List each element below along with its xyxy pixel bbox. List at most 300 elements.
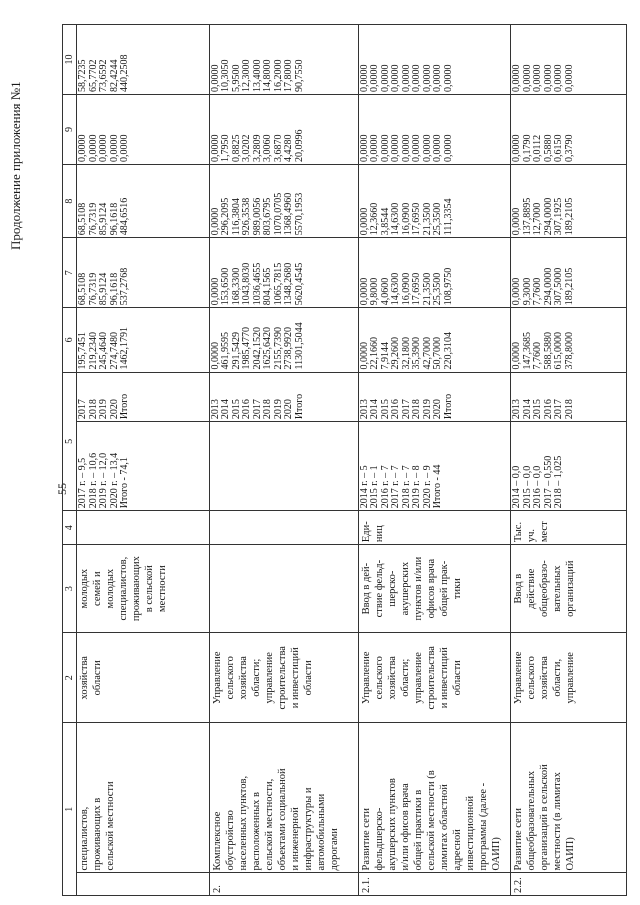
regional-funding-line: 989,0056 xyxy=(251,197,263,236)
unit-line: уч. xyxy=(526,528,538,543)
federal-funding-line: 153,6500 xyxy=(220,267,232,306)
unit xyxy=(511,511,627,545)
federal-funding xyxy=(77,238,210,308)
regional-funding-line: 96,1618 xyxy=(108,202,120,236)
indicator-line: шерско- xyxy=(386,570,398,607)
local-funding-line: 3,6870 xyxy=(272,134,284,162)
years xyxy=(358,372,511,422)
executor-line: управление xyxy=(263,652,275,704)
target-values-line: 2018 г. – 10,6 xyxy=(87,452,99,509)
executor-line: области; xyxy=(399,658,411,697)
other-funding-line: 58,7235 xyxy=(77,59,89,93)
other-funding-line: 0,0000 xyxy=(400,64,412,93)
years-line: 2014 xyxy=(521,399,533,420)
measure-name-line: адресной xyxy=(451,829,463,871)
regional-funding-line: 484,6516 xyxy=(119,197,131,236)
local-funding-line: 3,2809 xyxy=(251,134,263,162)
federal-funding-line: 25,3500 xyxy=(432,272,444,306)
federal-funding-line: 1043,8030 xyxy=(241,262,253,306)
other-funding-line: 14,8000 xyxy=(262,59,274,93)
total-funding-line: 615,0000 xyxy=(553,332,565,370)
table-row xyxy=(77,25,210,896)
other-funding-line: 10,3050 xyxy=(220,59,232,93)
table-row xyxy=(209,25,358,896)
row-number: 2.1. xyxy=(358,873,511,896)
regional-funding-line: 0,0000 xyxy=(358,207,370,236)
row-number: 2. xyxy=(209,873,358,896)
col-header: 4 xyxy=(63,511,77,545)
total-funding-line: 7,7600 xyxy=(532,342,544,370)
col-header: 7 xyxy=(63,238,77,308)
federal-funding xyxy=(511,238,627,308)
regional-funding xyxy=(77,164,210,237)
federal-funding-line: 804,1565 xyxy=(262,267,274,306)
regional-funding-line: 76,7319 xyxy=(87,202,99,236)
col-header: 10 xyxy=(63,25,77,95)
other-funding-line: 73,6592 xyxy=(98,59,110,93)
target-values-line: 2020 г. – 9 xyxy=(421,465,433,509)
local-funding xyxy=(358,95,511,165)
measure-name xyxy=(209,723,358,873)
years-line: 2013 xyxy=(358,399,370,420)
other-funding-line: 440,2508 xyxy=(119,54,131,93)
federal-funding-line: 17,6950 xyxy=(411,272,423,306)
years xyxy=(511,372,627,422)
row-number: 2.2. xyxy=(511,873,627,896)
total-funding xyxy=(209,308,358,372)
indicator xyxy=(358,545,511,633)
measure-name-line: проживающих в xyxy=(92,797,104,871)
local-funding-line: 0,0000 xyxy=(400,134,412,162)
years-line: 2015 xyxy=(532,399,544,420)
col-header: 5 xyxy=(63,372,77,511)
years-line: 2018 xyxy=(262,399,274,420)
measure-name-line: и/или офисов врача xyxy=(399,783,411,871)
local-funding xyxy=(77,95,210,165)
row-number xyxy=(77,873,210,896)
total-funding-line: 42,7000 xyxy=(421,337,433,370)
unit-line: Еди- xyxy=(360,521,372,543)
executor-line: области xyxy=(92,660,104,696)
years-line: 2019 xyxy=(98,399,110,420)
other-funding-line: 0,0000 xyxy=(563,64,575,93)
other-funding-line: 0,0000 xyxy=(358,64,370,93)
federal-funding-line: 21,3500 xyxy=(421,272,433,306)
table-row xyxy=(358,25,511,896)
local-funding-line: 0,0000 xyxy=(390,134,402,162)
executor-line: хозяйства xyxy=(79,656,91,700)
local-funding-line: 0,0000 xyxy=(442,134,454,162)
regional-funding-line: 0,0000 xyxy=(511,207,523,236)
years-line: 2016 xyxy=(241,399,253,420)
local-funding-line: 3,0060 xyxy=(262,134,274,162)
col-header: 6 xyxy=(63,308,77,372)
executor-line: Управление xyxy=(211,651,223,705)
local-funding-line: 0,0000 xyxy=(432,134,444,162)
regional-funding-line: 1368,4960 xyxy=(283,192,295,236)
measure-name-line: Комплексное xyxy=(211,811,223,871)
regional-funding-line: 68,5108 xyxy=(77,202,89,236)
other-funding-line: 65,7702 xyxy=(87,59,99,93)
executor-line: области; xyxy=(250,658,262,697)
indicator-line: молодых xyxy=(105,568,117,609)
target-values-line: 2015 г. – 1 xyxy=(369,465,381,509)
indicator-line: общей прак- xyxy=(438,560,450,617)
measure-name-line: и инженерной xyxy=(289,807,301,871)
federal-funding-line: 9,3000 xyxy=(521,277,533,306)
federal-funding xyxy=(209,238,358,308)
federal-funding-line: 4,0600 xyxy=(379,277,391,306)
measure-name-line: фельдшерско- xyxy=(373,807,385,871)
total-funding-line: 50,7000 xyxy=(432,337,444,370)
executor-line: сельского xyxy=(526,656,538,700)
measure-name-line: расположенных в xyxy=(250,792,262,871)
other-funding-line: 0,0000 xyxy=(442,64,454,93)
years-line: 2016 xyxy=(390,399,402,420)
measure-name-line: сельской местности, xyxy=(263,778,275,871)
other-funding-line: 17,8000 xyxy=(283,59,295,93)
other-funding xyxy=(358,25,511,95)
executor-line: строительства xyxy=(276,646,288,710)
total-funding-line: 147,3685 xyxy=(521,332,533,370)
measure-name-line: общей практики в xyxy=(412,789,424,871)
regional-funding-line: 12,7000 xyxy=(532,202,544,236)
measure-name-line: программы (далее - xyxy=(477,782,489,871)
measure-name xyxy=(358,723,511,873)
regional-funding xyxy=(511,164,627,237)
federal-funding-line: 16,0900 xyxy=(400,272,412,306)
federal-funding-line: 96,1618 xyxy=(108,272,120,306)
indicator-line: семей и xyxy=(92,571,104,606)
page-number: 55 xyxy=(55,483,69,495)
measure-name xyxy=(511,723,627,873)
total-funding-line: 2155,7390 xyxy=(272,327,284,370)
unit-line: ниц xyxy=(373,525,385,543)
col-header: 3 xyxy=(63,545,77,633)
measure-name-line: акушерских пунктов xyxy=(386,778,398,871)
regional-funding-line: 1070,0705 xyxy=(272,192,284,236)
executor-line: и инвестиций xyxy=(289,647,301,709)
target-values-line: 2017 – 0,550 xyxy=(542,455,554,509)
local-funding-line: 0,8825 xyxy=(230,134,242,162)
other-funding xyxy=(209,25,358,95)
years-line: 2017 xyxy=(400,399,412,420)
target-values-line: 2019 г. – 12,0 xyxy=(98,452,110,509)
col-header: 1 xyxy=(63,723,77,896)
regional-funding-line: 296,2095 xyxy=(220,197,232,236)
indicator xyxy=(209,545,358,633)
total-funding-line: 29,2600 xyxy=(390,337,402,370)
regional-funding-line: 0,0000 xyxy=(209,207,221,236)
federal-funding-line: 1065,7815 xyxy=(272,262,284,306)
federal-funding-line: 7,7600 xyxy=(532,277,544,306)
col-header: 8 xyxy=(63,164,77,237)
years-line: 2016 xyxy=(542,399,554,420)
regional-funding-line: 111,3354 xyxy=(442,198,454,236)
regional-funding-line: 12,3660 xyxy=(369,202,381,236)
target-values-line: 2019 г. – 8 xyxy=(411,465,423,509)
col-header: 2 xyxy=(63,633,77,723)
executor-line: хозяйства xyxy=(386,656,398,700)
indicator-line: в сельской xyxy=(144,565,156,613)
measure-name-line: объектами социальной xyxy=(276,768,288,871)
other-funding-line: 16,2000 xyxy=(272,59,284,93)
local-funding-line: 0,3790 xyxy=(563,134,575,162)
local-funding-line: 0,0000 xyxy=(108,134,120,162)
executor-line: сельского xyxy=(373,656,385,700)
target-values-line: 2016 – 0,0 xyxy=(532,465,544,509)
local-funding-line: 0,0000 xyxy=(379,134,391,162)
indicator xyxy=(511,545,627,633)
total-funding-line: 220,3104 xyxy=(442,332,454,370)
col-header: 9 xyxy=(63,95,77,165)
unit xyxy=(358,511,511,545)
regional-funding-line: 5570,1953 xyxy=(293,192,305,236)
total-funding-line: 461,9595 xyxy=(220,332,232,370)
indicator-line: Ввод в xyxy=(513,573,525,604)
total-funding-line: 22,1660 xyxy=(369,337,381,370)
federal-funding-line: 1036,4655 xyxy=(251,262,263,306)
total-funding xyxy=(511,308,627,372)
measure-name-line: организаций в сельской xyxy=(539,764,551,871)
years-line: 2018 xyxy=(87,399,99,420)
indicator-line: специалистов, xyxy=(118,556,130,621)
federal-funding-line: 108,9750 xyxy=(442,267,454,306)
years-line: Итого xyxy=(293,393,305,420)
other-funding-line: 0,0000 xyxy=(432,64,444,93)
total-funding-line: 291,5429 xyxy=(230,332,242,370)
executor xyxy=(511,633,627,723)
other-funding xyxy=(511,25,627,95)
other-funding-line: 82,4244 xyxy=(108,59,120,93)
total-funding-line: 0,0000 xyxy=(511,342,523,370)
unit xyxy=(209,511,358,545)
federal-funding-line: 14,6300 xyxy=(390,272,402,306)
years-line: 2017 xyxy=(77,399,89,420)
federal-funding-line: 168,3300 xyxy=(230,267,242,306)
years xyxy=(209,372,358,422)
table-row xyxy=(511,25,627,896)
executor-line: области, xyxy=(552,658,564,697)
total-funding-line: 195,7451 xyxy=(77,332,89,370)
years-line: 2020 xyxy=(108,399,120,420)
regional-funding-line: 17,6950 xyxy=(411,202,423,236)
local-funding-line: 0,0000 xyxy=(511,134,523,162)
target-values-line: 2020 г. – 13,4 xyxy=(108,452,120,509)
target-values-line: Итого - 74,1 xyxy=(119,457,131,509)
total-funding-line: 378,8000 xyxy=(563,332,575,370)
federal-funding-line: 0,0000 xyxy=(358,277,370,306)
executor-line: строительства xyxy=(425,646,437,710)
executor xyxy=(209,633,358,723)
other-funding xyxy=(77,25,210,95)
measure-name-line: общеобразовательных xyxy=(526,770,538,871)
total-funding-line: 2738,9920 xyxy=(283,327,295,370)
other-funding-line: 0,0000 xyxy=(511,64,523,93)
regional-funding-line: 85,9124 xyxy=(98,202,110,236)
indicator-line: вательных xyxy=(552,565,564,612)
local-funding-line: 0,0000 xyxy=(358,134,370,162)
executor-line: области xyxy=(451,660,463,696)
executor-line: управление xyxy=(412,652,424,704)
regional-funding-line: 294,0000 xyxy=(542,197,554,236)
federal-funding-line: 307,5000 xyxy=(553,267,565,306)
years-line: 2013 xyxy=(511,399,523,420)
years xyxy=(77,372,210,422)
total-funding xyxy=(358,308,511,372)
local-funding-line: 0,0000 xyxy=(369,134,381,162)
executor xyxy=(358,633,511,723)
federal-funding-line: 0,0000 xyxy=(511,277,523,306)
executor-line: хозяйства xyxy=(237,656,249,700)
other-funding-line: 5,9500 xyxy=(230,64,242,93)
total-funding xyxy=(77,308,210,372)
total-funding-line: 2042,1520 xyxy=(251,327,263,370)
total-funding-line: 1625,6420 xyxy=(262,327,274,370)
years-line: 2017 xyxy=(553,399,565,420)
federal-funding-line: 76,7319 xyxy=(87,272,99,306)
local-funding-line: 0,0000 xyxy=(119,134,131,162)
measure-name-line: ОАИП) xyxy=(565,837,577,871)
federal-funding-line: 85,9124 xyxy=(98,272,110,306)
indicator-line: общеобразо- xyxy=(539,560,551,617)
executor-line: управление xyxy=(565,652,577,704)
regional-funding-line: 926,3538 xyxy=(241,197,253,236)
target-values-line: 2018 – 1,025 xyxy=(553,455,565,509)
years-line: 2020 xyxy=(432,399,444,420)
other-funding-line: 0,0000 xyxy=(209,64,221,93)
unit xyxy=(77,511,210,545)
other-funding-line: 0,0000 xyxy=(379,64,391,93)
target-values-line: Итого - 44 xyxy=(432,464,444,509)
indicator-line: местности xyxy=(157,565,169,613)
other-funding-line: 0,0000 xyxy=(411,64,423,93)
executor xyxy=(77,633,210,723)
regional-funding-line: 137,8895 xyxy=(521,197,533,236)
indicator-line: тики xyxy=(451,578,463,600)
years-line: 2015 xyxy=(379,399,391,420)
other-funding-line: 90,7550 xyxy=(293,59,305,93)
regional-funding-line: 16,0900 xyxy=(400,202,412,236)
local-funding-line: 0,0000 xyxy=(209,134,221,162)
total-funding-line: 219,2340 xyxy=(87,332,99,370)
measure-name-line: инфраструктуры и xyxy=(302,787,314,871)
total-funding-line: 588,5880 xyxy=(542,332,554,370)
regional-funding-line: 803,6795 xyxy=(262,197,274,236)
years-line: Итого xyxy=(442,393,454,420)
indicator-line: акушерских xyxy=(399,561,411,616)
measure-name-line: населенных пунктов, xyxy=(237,775,249,871)
regional-funding-line: 3,8544 xyxy=(379,207,391,236)
local-funding-line: 4,4280 xyxy=(283,134,295,162)
target-values xyxy=(511,422,627,511)
years-line: 2014 xyxy=(369,399,381,420)
years-line: 2015 xyxy=(230,399,242,420)
years-line: Итого xyxy=(119,393,131,420)
federal-funding-line: 1348,2680 xyxy=(283,262,295,306)
federal-funding-line: 9,8000 xyxy=(369,277,381,306)
regional-funding xyxy=(358,164,511,237)
years-line: 2019 xyxy=(272,399,284,420)
local-funding-line: 0,0000 xyxy=(411,134,423,162)
measure-name-line: ОАИП) xyxy=(490,837,502,871)
other-funding-line: 0,0000 xyxy=(390,64,402,93)
indicator-line: проживающих xyxy=(131,556,143,622)
years-line: 2017 xyxy=(251,399,263,420)
regional-funding-line: 14,6300 xyxy=(390,202,402,236)
target-values-line: 2014 – 0,0 xyxy=(511,465,523,509)
local-funding xyxy=(209,95,358,165)
target-values-line: 2016 г. – 7 xyxy=(379,465,391,509)
years-line: 2014 xyxy=(220,399,232,420)
total-funding-line: 1985,4770 xyxy=(241,327,253,370)
total-funding-line: 11301,5044 xyxy=(293,322,305,370)
local-funding-line: 0,0000 xyxy=(77,134,89,162)
regional-funding-line: 116,3804 xyxy=(230,198,242,236)
total-funding-line: 245,4640 xyxy=(98,332,110,370)
measure-name-line: Развитие сети xyxy=(513,808,525,871)
other-funding-line: 0,0000 xyxy=(553,64,565,93)
regional-funding-line: 189,2105 xyxy=(563,197,575,236)
years-line: 2013 xyxy=(209,399,221,420)
measure-name-line: автомобильными xyxy=(315,793,327,871)
regional-funding xyxy=(209,164,358,237)
page-title: Продолжение приложения №1 xyxy=(8,81,23,250)
indicator-line: офисов врача xyxy=(425,558,437,619)
measure-name-line: Развитие сети xyxy=(360,808,372,871)
federal-funding-line: 0,0000 xyxy=(209,277,221,306)
total-funding-line: 32,1800 xyxy=(400,337,412,370)
local-funding-line: 0,1790 xyxy=(521,134,533,162)
measure-name-line: сельской местности (в xyxy=(425,770,437,871)
target-values xyxy=(77,422,210,511)
executor-line: Управление xyxy=(360,651,372,705)
target-values-line: 2017 г. – 7 xyxy=(390,465,402,509)
total-funding-line: 0,0000 xyxy=(209,342,221,370)
federal-funding-line: 189,2105 xyxy=(563,267,575,306)
indicator xyxy=(77,545,210,633)
local-funding-line: 20,0996 xyxy=(293,129,305,162)
target-values xyxy=(358,422,511,511)
local-funding-line: 0,0000 xyxy=(421,134,433,162)
local-funding-line: 0,5880 xyxy=(542,134,554,162)
years-line: 2019 xyxy=(421,399,433,420)
total-funding-line: 1462,1791 xyxy=(119,327,131,370)
header-row xyxy=(63,25,77,896)
indicator-line: действие xyxy=(526,568,538,609)
measure-name-line: специалистов, xyxy=(79,806,91,871)
other-funding-line: 0,0000 xyxy=(542,64,554,93)
years-line: 2018 xyxy=(411,399,423,420)
total-funding-line: 7,9144 xyxy=(379,342,391,370)
measure-name-line: местности (в лимитах xyxy=(552,772,564,871)
target-values-line: 2014 г. – 5 xyxy=(358,465,370,509)
indicator-line: организаций xyxy=(565,560,577,617)
executor-line: и инвестиций xyxy=(438,647,450,709)
local-funding-line: 1,7950 xyxy=(220,134,232,162)
other-funding-line: 0,0000 xyxy=(421,64,433,93)
measure-name-line: сельской местности xyxy=(105,781,117,871)
other-funding-line: 0,0000 xyxy=(532,64,544,93)
indicator-line: Ввод в дей- xyxy=(360,562,372,615)
unit-line: Тыс. xyxy=(513,521,525,543)
years-line: 2020 xyxy=(283,399,295,420)
local-funding xyxy=(511,95,627,165)
executor-line: Управление xyxy=(513,651,525,705)
target-values xyxy=(209,422,358,511)
local-funding-line: 3,0202 xyxy=(241,134,253,162)
indicator-line: молодых xyxy=(79,568,91,609)
